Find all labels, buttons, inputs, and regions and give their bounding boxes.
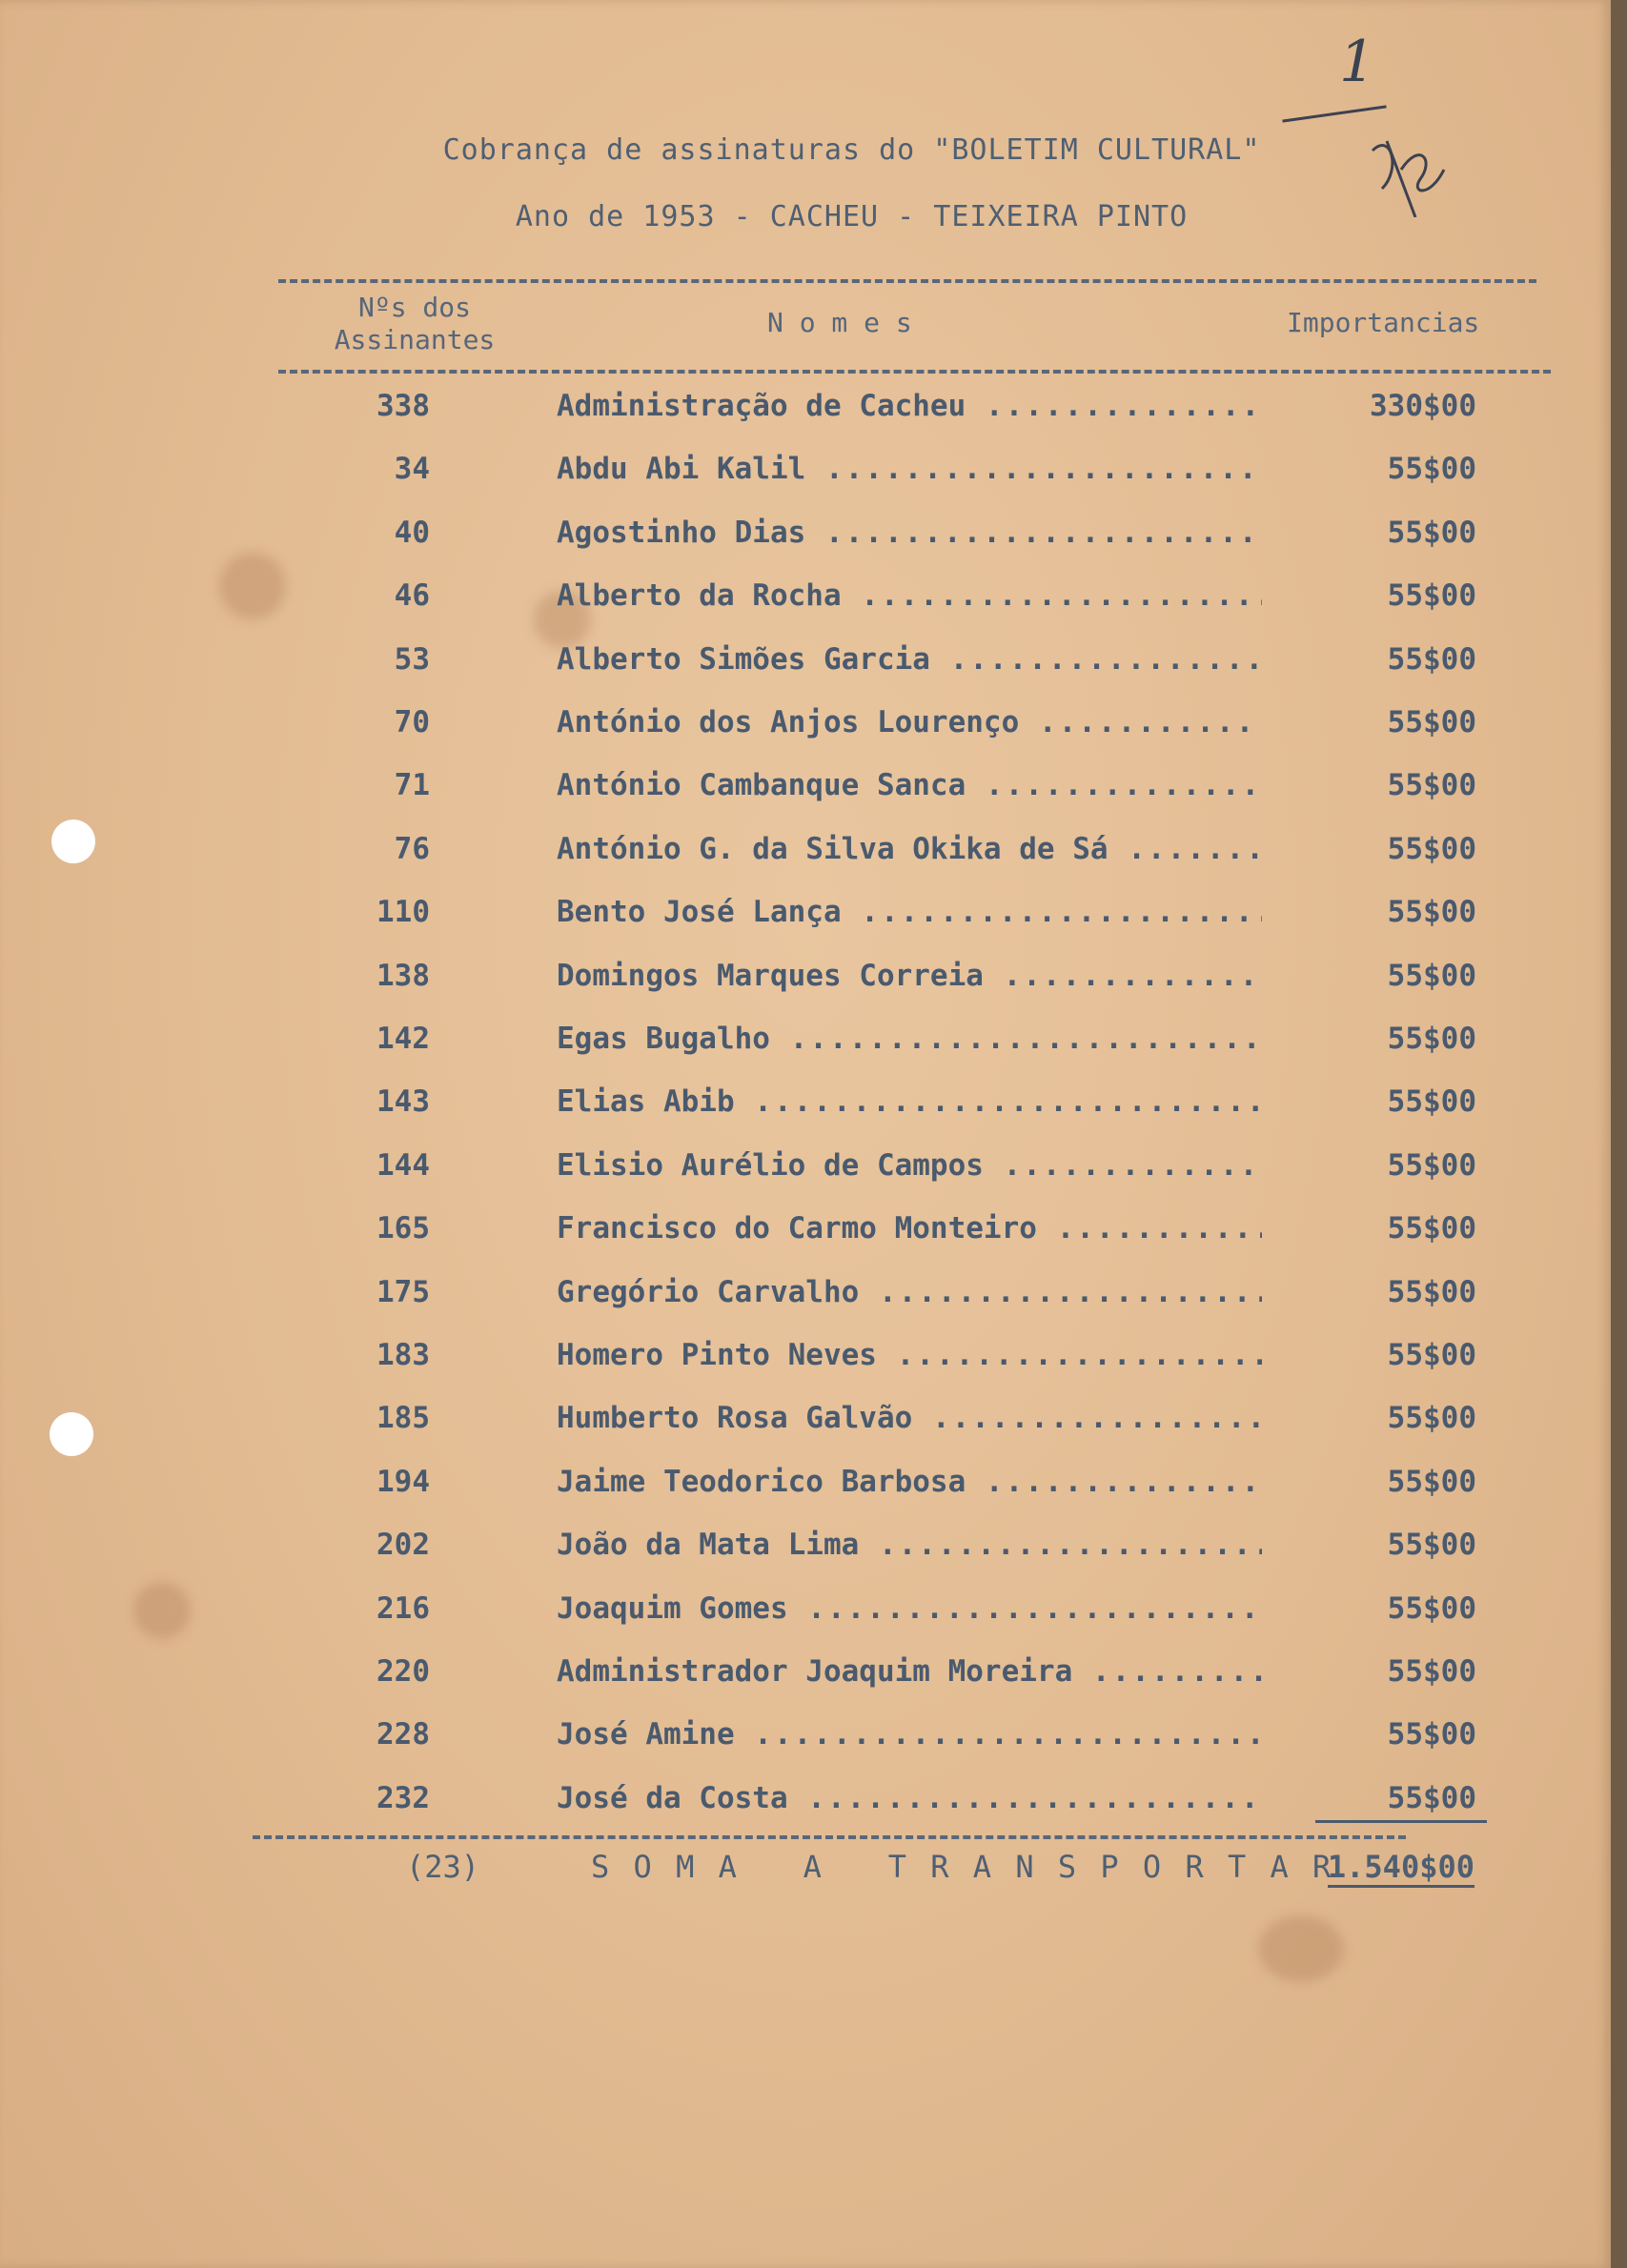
subscriber-name: Egas Bugalho ..... <box>557 1022 1262 1056</box>
subscription-amount: 55$00 <box>1387 1717 1476 1752</box>
subscriber-name: Elias Abib ..... <box>557 1084 1262 1119</box>
table-row <box>0 1022 1627 1084</box>
subscriber-number: 138 <box>376 958 430 993</box>
subscriber-name: Administração de Cacheu ..... <box>557 389 1262 423</box>
table-row <box>0 1084 1627 1147</box>
table-row <box>0 1275 1627 1338</box>
column-header-names <box>767 307 912 339</box>
table-row <box>0 578 1627 641</box>
subscription-amount: 55$00 <box>1387 895 1476 930</box>
subscriber-name: Jaime Teodorico Barbosa ..... <box>557 1465 1262 1499</box>
subscriber-name: Domingos Marques Correia ..... <box>557 959 1262 993</box>
subscriber-name: José da Costa ..... <box>557 1781 1262 1815</box>
table-row <box>0 1781 1627 1844</box>
subscriber-name: Alberto Simões Garcia ..... <box>557 642 1262 677</box>
subscription-amount: 55$00 <box>1387 1338 1476 1372</box>
subscriber-number: 76 <box>394 831 430 866</box>
subscription-amount: 55$00 <box>1387 515 1476 550</box>
subscriber-name: José Amine ..... <box>557 1717 1262 1752</box>
stain <box>1258 1915 1344 1982</box>
subscriber-name: Homero Pinto Neves ..... <box>557 1338 1262 1372</box>
subscription-amount: 55$00 <box>1387 1084 1476 1120</box>
table-row <box>0 452 1627 515</box>
subscriber-name: Alberto da Rocha ..... <box>557 578 1262 613</box>
table-row <box>0 1338 1627 1401</box>
table-row <box>0 1717 1627 1780</box>
subscription-amount: 55$00 <box>1387 1274 1476 1309</box>
table-row <box>0 1401 1627 1464</box>
handwritten-page-number: 1 <box>1339 29 1376 95</box>
subscription-amount: 55$00 <box>1387 1590 1476 1626</box>
document-subtitle <box>0 200 1627 233</box>
subscriber-number: 71 <box>394 768 430 803</box>
subscriber-number: 70 <box>394 705 430 739</box>
subscription-amount: 55$00 <box>1387 768 1476 803</box>
table-row <box>0 768 1627 831</box>
table-row <box>0 705 1627 768</box>
subscriber-number: 142 <box>376 1022 430 1056</box>
title-line-1: Cobrança de assinaturas do "BOLETIM CULTURAL" <box>442 133 1261 167</box>
subscription-amount: 55$00 <box>1387 578 1476 614</box>
subscriber-number: 53 <box>394 641 430 677</box>
total-label: S O M A A T R A N S P O R T A R <box>591 1849 1334 1885</box>
subscription-amount: 55$00 <box>1387 958 1476 993</box>
subscriber-name: Elisio Aurélio de Campos ..... <box>557 1148 1262 1183</box>
table-row <box>0 642 1627 705</box>
total-amount: 1.540$00 <box>1328 1849 1474 1888</box>
header-dashed-rule <box>278 370 1551 374</box>
column-header-amounts-text: Importancias <box>1287 307 1480 338</box>
subscriber-name: Gregório Carvalho ..... <box>557 1275 1262 1309</box>
subscriber-name: António Cambanque Sanca ..... <box>557 768 1262 802</box>
subscription-amount: 55$00 <box>1387 452 1476 487</box>
table-row <box>0 1591 1627 1654</box>
table-row <box>0 895 1627 958</box>
top-dashed-rule <box>278 279 1536 283</box>
subscription-amount: 55$00 <box>1387 1401 1476 1436</box>
subscriber-number: 202 <box>376 1528 430 1563</box>
table-row <box>0 1465 1627 1528</box>
column-header-numbers-text: Nºs dos Assinantes <box>334 292 496 355</box>
table-row <box>0 1654 1627 1717</box>
subscriber-number: 216 <box>376 1590 430 1626</box>
subscriber-number: 34 <box>394 452 430 487</box>
total-dashed-rule <box>253 1835 1406 1839</box>
subscription-amount: 55$00 <box>1387 1022 1476 1056</box>
subscription-amount: 55$00 <box>1387 705 1476 739</box>
subscriber-number: 185 <box>376 1401 430 1436</box>
subscriber-number: 338 <box>376 389 430 423</box>
subscription-amount: 55$00 <box>1387 831 1476 866</box>
table-row <box>0 959 1627 1022</box>
subscription-amount: 55$00 <box>1387 1464 1476 1499</box>
subscription-amount: 55$00 <box>1387 641 1476 677</box>
subscriber-name: Bento José Lança ..... <box>557 895 1262 929</box>
subscription-amount: 55$00 <box>1387 1654 1476 1689</box>
column-header-numbers <box>310 292 519 356</box>
subscriber-name: João da Mata Lima ..... <box>557 1528 1262 1562</box>
subscriber-number: 46 <box>394 578 430 614</box>
subscriber-name: António dos Anjos Lourenço ..... <box>557 705 1262 739</box>
subscriber-name: Agostinho Dias ..... <box>557 516 1262 550</box>
title-line-2: Ano de 1953 - CACHEU - TEIXEIRA PINTO <box>515 200 1189 233</box>
subscriber-number: 220 <box>376 1654 430 1689</box>
subscription-amount: 55$00 <box>1387 1780 1476 1815</box>
subscriber-name: Francisco do Carmo Monteiro ..... <box>557 1211 1262 1245</box>
subscriber-number: 232 <box>376 1780 430 1815</box>
subscriber-number: 194 <box>376 1464 430 1499</box>
subscriber-number: 144 <box>376 1147 430 1183</box>
table-row <box>0 832 1627 895</box>
last-amount-underline <box>1315 1820 1487 1823</box>
subscriber-name: Humberto Rosa Galvão ..... <box>557 1401 1262 1435</box>
subscriber-name: Administrador Joaquim Moreira ..... <box>557 1654 1262 1689</box>
document-title <box>0 133 1627 167</box>
subscription-amount: 55$00 <box>1387 1211 1476 1246</box>
subscriber-name: Abdu Abi Kalil ..... <box>557 452 1262 486</box>
total-count: (23) <box>406 1849 480 1885</box>
table-row <box>0 389 1627 452</box>
subscriber-number: 110 <box>376 895 430 930</box>
subscriber-name: António G. da Silva Okika de Sá ..... <box>557 832 1262 866</box>
column-header-names-text: N o m e s <box>767 307 912 338</box>
subscriber-name: Joaquim Gomes ..... <box>557 1591 1262 1626</box>
subscriber-number: 143 <box>376 1084 430 1120</box>
subscriber-number: 228 <box>376 1717 430 1752</box>
subscriber-number: 165 <box>376 1211 430 1246</box>
subscription-amount: 330$00 <box>1370 389 1476 423</box>
table-row <box>0 1528 1627 1590</box>
table-row <box>0 516 1627 578</box>
column-header-amounts <box>1287 307 1479 339</box>
subscriber-number: 183 <box>376 1338 430 1372</box>
subscriber-number: 175 <box>376 1274 430 1309</box>
table-row <box>0 1211 1627 1274</box>
subscription-amount: 55$00 <box>1387 1147 1476 1183</box>
subscriber-number: 40 <box>394 515 430 550</box>
table-row <box>0 1148 1627 1211</box>
subscription-amount: 55$00 <box>1387 1528 1476 1563</box>
